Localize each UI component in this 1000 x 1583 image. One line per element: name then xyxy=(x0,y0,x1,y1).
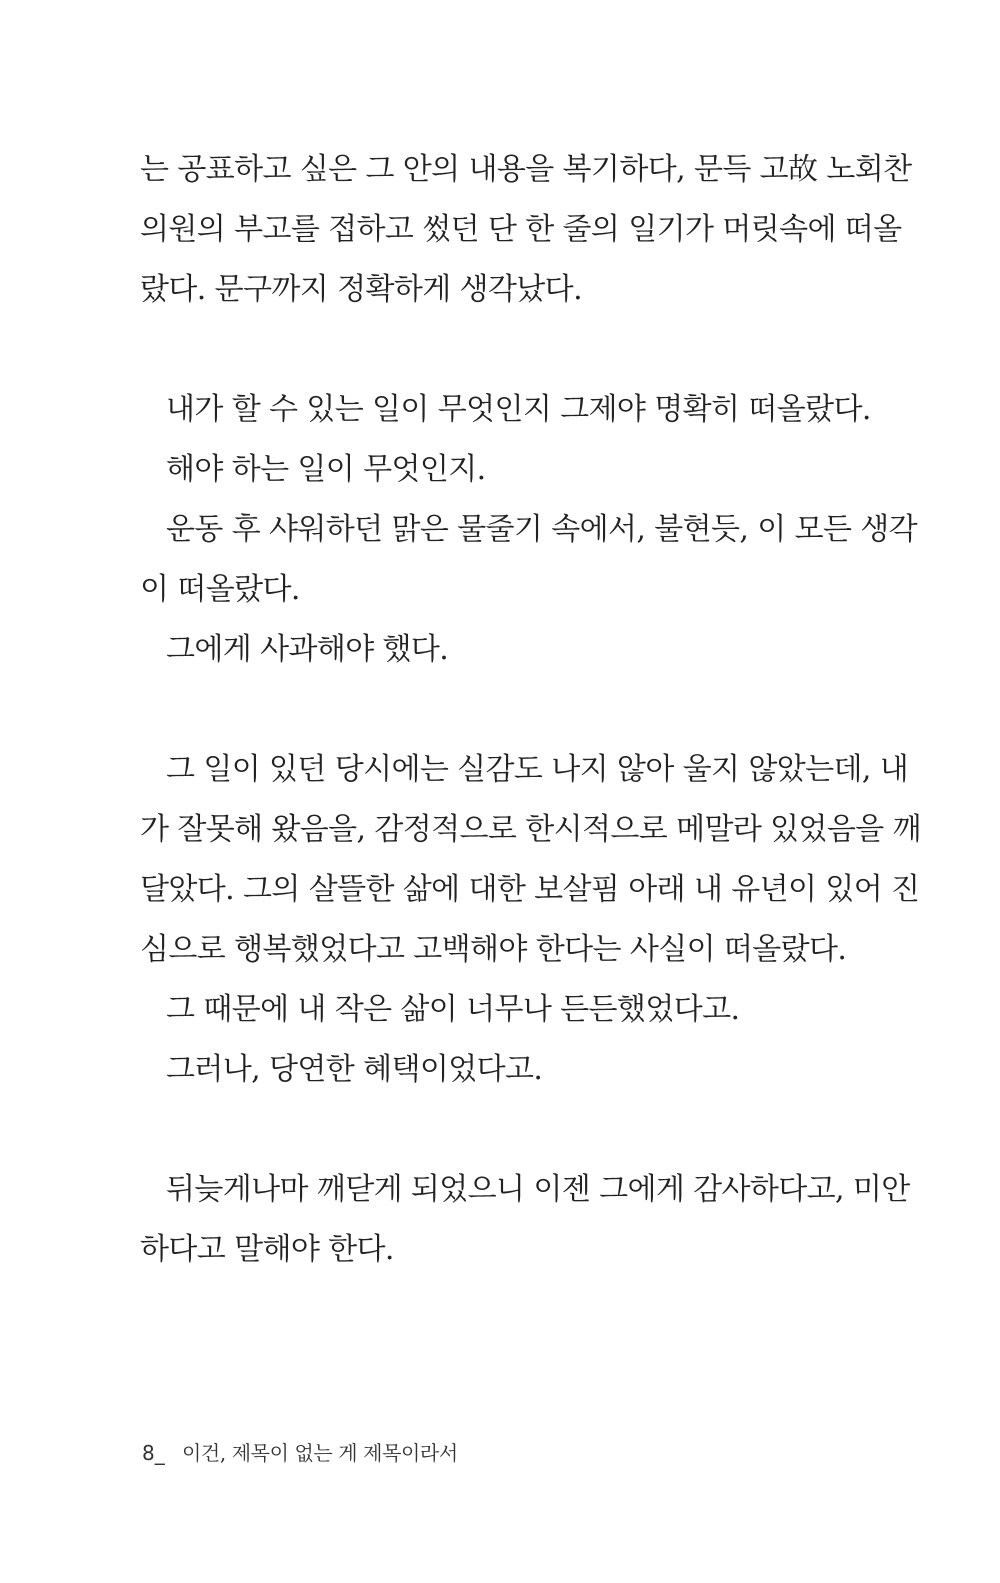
text-line: 그에게 사과해야 했다. xyxy=(166,632,449,667)
text-line: 달았다. 그의 살뜰한 삶에 대한 보살핌 아래 내 유년이 있어 진 xyxy=(140,872,920,907)
text-line: 심으로 행복했었다고 고백해야 한다는 사실이 떠올랐다. xyxy=(140,932,847,967)
text-line: 하다고 말해야 한다. xyxy=(140,1232,394,1267)
running-title: 이건, 제목이 없는 게 제목이라서 xyxy=(182,1441,458,1465)
text-line: 가 잘못해 왔음을, 감정적으로 한시적으로 메말라 있었음을 깨 xyxy=(140,812,921,847)
text-line: 그러나, 당연한 혜택이었다고. xyxy=(166,1052,543,1087)
text-line: 이 떠올랐다. xyxy=(140,572,300,607)
text-line: 운동 후 샤워하던 맑은 물줄기 속에서, 불현듯, 이 모든 생각 xyxy=(166,512,918,547)
text-line: 해야 하는 일이 무엇인지. xyxy=(166,452,486,487)
text-line: 랐다. 문구까지 정확하게 생각났다. xyxy=(140,272,583,307)
text-line: 의원의 부고를 접하고 썼던 단 한 줄의 일기가 머릿속에 떠올 xyxy=(140,212,902,247)
text-line: 는 공표하고 싶은 그 안의 내용을 복기하다, 문득 고故 노회찬 xyxy=(140,152,912,187)
text-line: 그 때문에 내 작은 삶이 너무나 든든했었다고. xyxy=(166,992,740,1027)
text-line: 그 일이 있던 당시에는 실감도 나지 않아 울지 않았는데, 내 xyxy=(166,752,909,787)
text-line: 내가 할 수 있는 일이 무엇인지 그제야 명확히 떠올랐다. xyxy=(166,392,871,427)
page-footer xyxy=(142,1436,458,1470)
text-line: 뒤늦게나마 깨닫게 되었으니 이젠 그에게 감사하다고, 미안 xyxy=(166,1172,910,1207)
page-number: 8_ xyxy=(142,1441,165,1465)
